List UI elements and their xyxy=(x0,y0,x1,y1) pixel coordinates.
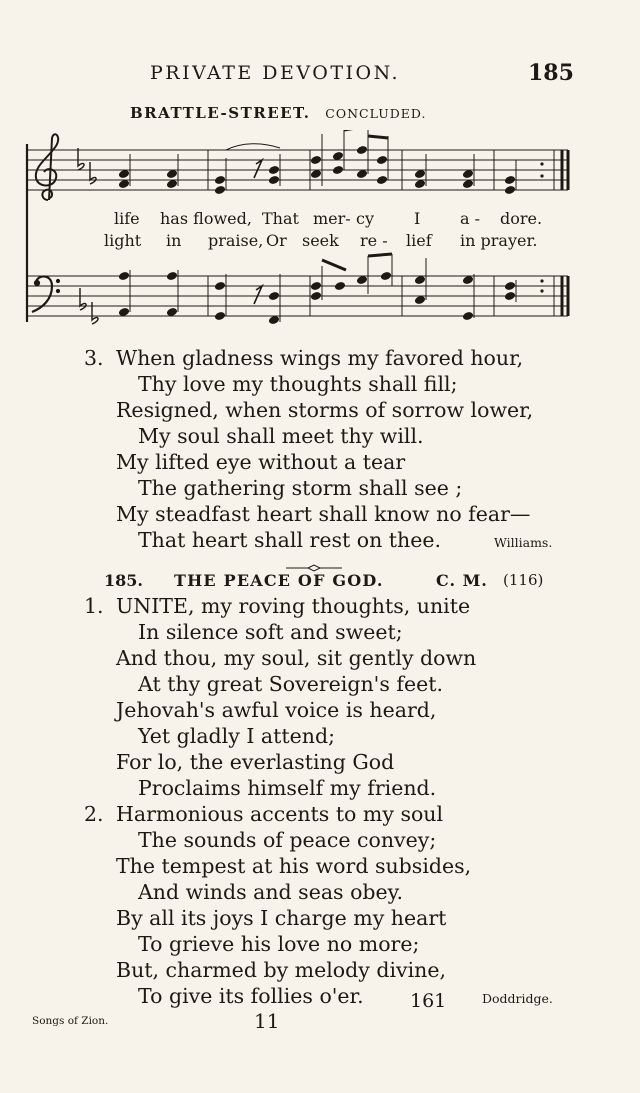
lyric-syllable: cy xyxy=(356,209,374,228)
poem-line: Yet gladly I attend; xyxy=(138,724,335,748)
lyrics-line-1 xyxy=(0,209,640,231)
hymn-meter: C. M. xyxy=(436,571,488,590)
stanza-number: 2. xyxy=(84,802,104,826)
lyric-syllable: in xyxy=(166,231,182,250)
lyric-syllable: life xyxy=(114,209,140,228)
poem-line: The tempest at his word subsides, xyxy=(116,854,472,878)
leaf-number: 11 xyxy=(254,1009,280,1033)
poem-line: And thou, my soul, sit gently down xyxy=(116,646,477,670)
signature-mark: Songs of Zion. xyxy=(32,1015,109,1027)
running-head xyxy=(0,62,640,92)
stanza-number: 3. xyxy=(84,346,104,370)
lyrics-line-2 xyxy=(0,231,640,253)
tune-name: BRATTLE-STREET. xyxy=(130,104,311,122)
poem-line: My steadfast heart shall know no fear— xyxy=(116,502,531,526)
poem-line: The gathering storm shall see ; xyxy=(138,476,463,500)
poem-line: And winds and seas obey. xyxy=(138,880,404,904)
tune-heading xyxy=(130,104,426,122)
poem-line: Jehovah's awful voice is heard, xyxy=(116,698,437,722)
lyric-syllable: a - xyxy=(460,209,481,228)
poem-line: UNITE, my roving thoughts, unite xyxy=(116,594,471,618)
lyric-syllable: Or xyxy=(266,231,287,250)
author-attribution: Doddridge. xyxy=(482,991,553,1006)
lyric-syllable: praise, xyxy=(208,231,264,250)
poem-line: Thy love my thoughts shall fill; xyxy=(138,372,458,396)
poem-line: At thy great Sovereign's feet. xyxy=(138,672,443,696)
poem-line: Resigned, when storms of sorrow lower, xyxy=(116,398,534,422)
lyric-syllable: re - xyxy=(360,231,388,250)
page-number: 185 xyxy=(528,60,574,86)
running-title: PRIVATE DEVOTION. xyxy=(150,62,401,84)
lyric-syllable: has flowed, xyxy=(160,209,252,228)
lyric-syllable: dore. xyxy=(500,209,543,228)
poem-line: My lifted eye without a tear xyxy=(116,450,406,474)
hymn-title: THE PEACE OF GOD. xyxy=(174,571,384,590)
poem-line: Proclaims himself my friend. xyxy=(138,776,437,800)
lyric-syllable: I xyxy=(414,209,421,228)
poem-line: By all its joys I charge my heart xyxy=(116,906,447,930)
poem-line: For lo, the everlasting God xyxy=(116,750,395,774)
author-attribution: Williams. xyxy=(494,535,553,550)
collection-page-number: 161 xyxy=(410,990,447,1012)
lyric-syllable: lief xyxy=(406,231,432,250)
poem-line: To grieve his love no more; xyxy=(138,932,420,956)
lyric-syllable: That xyxy=(262,209,299,228)
tune-reference: (116) xyxy=(503,571,544,589)
poem-line: Harmonious accents to my soul xyxy=(116,802,444,826)
poem-line: When gladness wings my favored hour, xyxy=(116,346,524,370)
poem-line: The sounds of peace convey; xyxy=(138,828,437,852)
poem-line: In silence soft and sweet; xyxy=(138,620,403,644)
tune-note: CONCLUDED. xyxy=(325,106,427,121)
poem-line: But, charmed by melody divine, xyxy=(116,958,447,982)
stanza-number: 1. xyxy=(84,594,104,618)
hymn-number: 185. xyxy=(104,571,143,590)
lyric-syllable: mer- xyxy=(313,209,351,228)
lyric-syllable: in prayer. xyxy=(460,231,538,250)
poem-line: To give its follies o'er. xyxy=(138,984,364,1008)
poem-line: My soul shall meet thy will. xyxy=(138,424,424,448)
lyric-syllable: seek xyxy=(302,231,339,250)
hymn-heading xyxy=(0,571,640,595)
poem-line: That heart shall rest on thee. xyxy=(138,528,442,552)
lyric-syllable: light xyxy=(104,231,142,250)
